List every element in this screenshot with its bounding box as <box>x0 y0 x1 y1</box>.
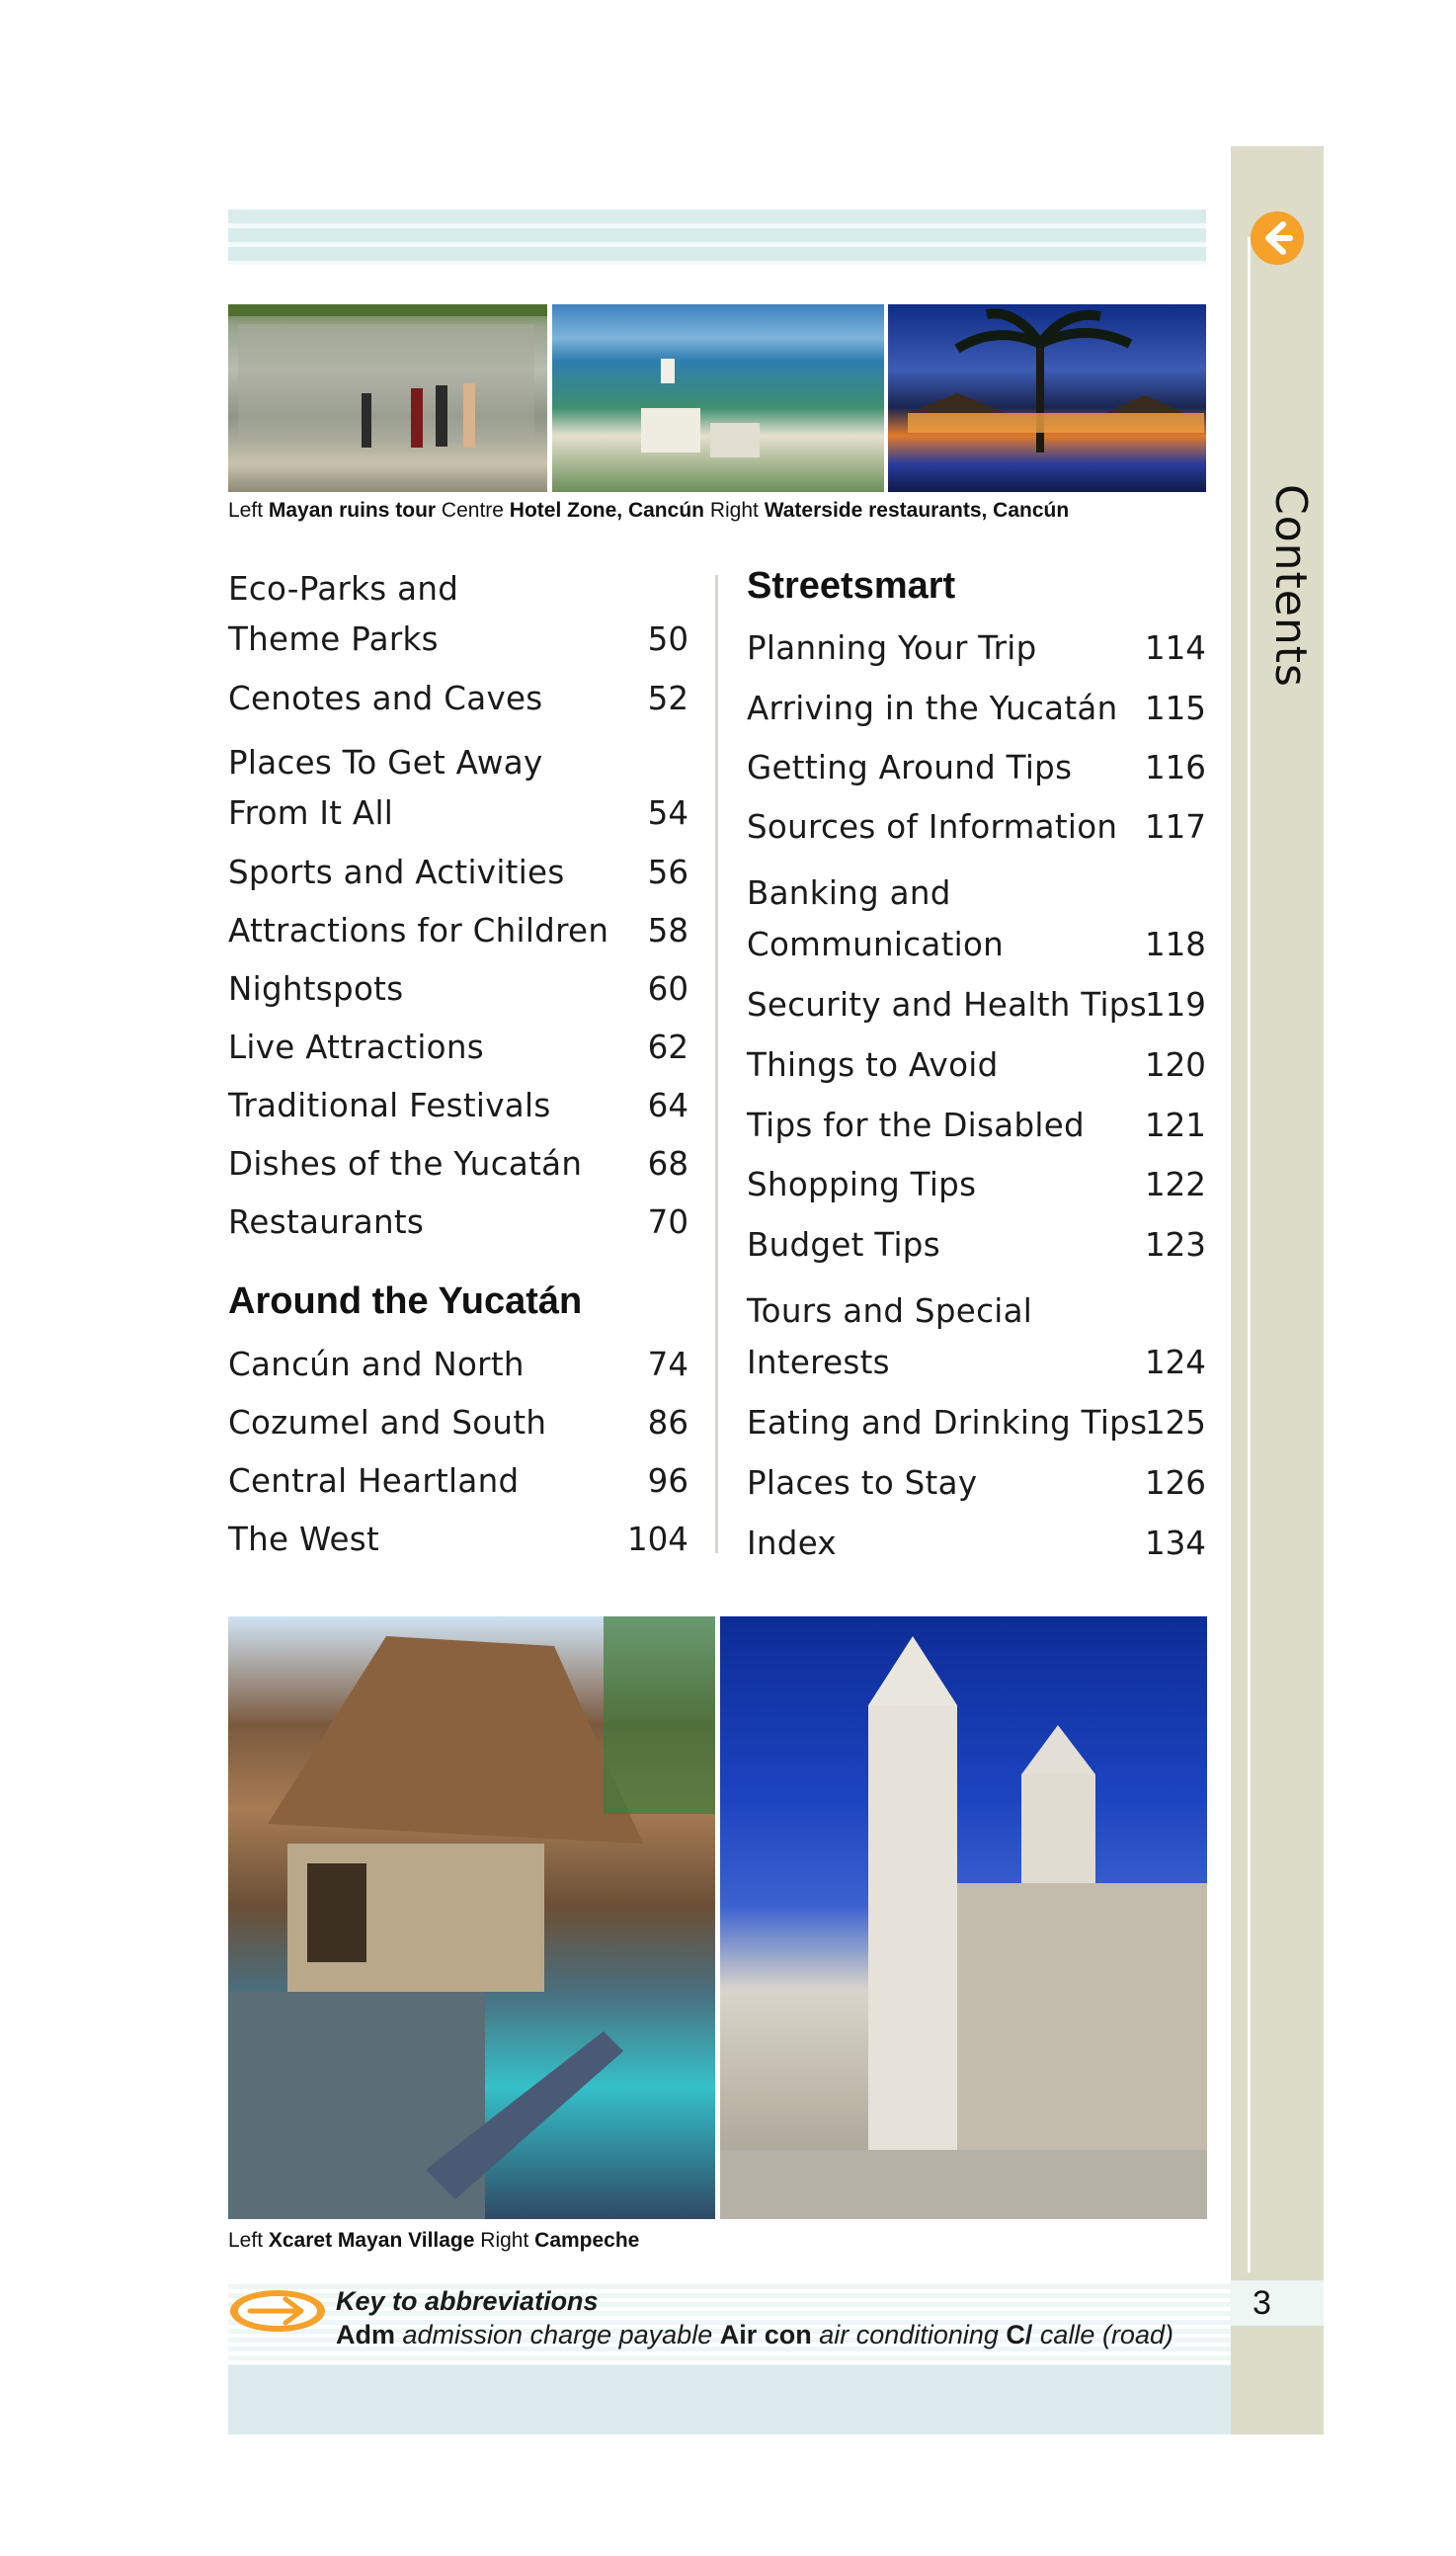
toc-entry-page: 54 <box>647 794 688 832</box>
caption-right: Waterside restaurants, Cancún <box>764 499 1070 522</box>
caption-label: Right <box>480 2229 529 2252</box>
toc-entry-label[interactable]: Places to Stay <box>747 1464 978 1502</box>
toc-entry-label[interactable]: Restaurants <box>228 1203 425 1241</box>
sidebar-divider <box>1248 237 1251 2272</box>
toc-entry-page: 104 <box>626 1521 688 1558</box>
photo-hotel-zone <box>552 304 884 492</box>
arrow-right-icon <box>228 2288 327 2334</box>
toc-entry-page: 118 <box>1144 926 1206 963</box>
caption-bottom <box>228 2229 639 2253</box>
toc-entry-page: 114 <box>1144 629 1206 667</box>
abbr-term: Adm <box>336 2320 395 2350</box>
toc-entry-label[interactable]: Attractions for Children <box>228 912 609 949</box>
toc-entry-page: 126 <box>1144 1464 1206 1502</box>
toc-entry-label[interactable]: Live Attractions <box>228 1029 484 1066</box>
column-divider <box>715 575 718 1553</box>
toc-entry-page: 123 <box>1144 1226 1206 1264</box>
toc-entry-label[interactable]: Places To Get Away <box>228 744 543 782</box>
caption-label: Left <box>228 2229 264 2252</box>
footer-title: Key to abbreviations <box>336 2286 599 2316</box>
toc-entry-page: 119 <box>1144 986 1206 1024</box>
caption-left: Mayan ruins tour <box>268 499 437 522</box>
sidebar-title: Contents <box>1265 484 1316 688</box>
toc-entry-page: 115 <box>1144 690 1206 727</box>
toc-entry-page: 68 <box>647 1145 688 1183</box>
abbr-term: C/ <box>1006 2320 1033 2350</box>
page-number: 3 <box>1253 2284 1271 2322</box>
toc-entry-label[interactable]: Planning Your Trip <box>747 629 1037 667</box>
caption-label: Centre <box>441 499 504 522</box>
toc-entry-label[interactable]: Sources of Information <box>747 808 1118 846</box>
toc-entry-label[interactable]: From It All <box>228 794 394 832</box>
abbr-term: Air con <box>719 2320 812 2350</box>
toc-entry-page: 116 <box>1144 749 1206 786</box>
toc-entry-label[interactable]: Banking and <box>747 874 951 912</box>
toc-entry-label[interactable]: Cozumel and South <box>228 1404 547 1442</box>
toc-entry-label[interactable]: Tours and Special <box>747 1292 1033 1330</box>
toc-entry-page: 86 <box>647 1404 688 1442</box>
toc-entry-page: 125 <box>1144 1404 1206 1442</box>
toc-entry-label[interactable]: Cenotes and Caves <box>228 680 543 717</box>
section-heading: Streetsmart <box>747 565 956 607</box>
toc-entry-label[interactable]: Nightspots <box>228 970 404 1008</box>
toc-entry-label[interactable]: Arriving in the Yucatán <box>747 690 1118 727</box>
toc-entry-page: 56 <box>647 854 688 891</box>
toc-entry-page: 62 <box>647 1029 688 1066</box>
toc-entry-label[interactable]: Things to Avoid <box>747 1046 999 1084</box>
toc-entry-label[interactable]: Security and Health Tips <box>747 986 1147 1024</box>
photo-waterside-restaurants <box>888 304 1206 492</box>
toc-entry-page: 60 <box>647 970 688 1008</box>
abbr-meaning: air conditioning <box>819 2320 999 2350</box>
caption-right: Campeche <box>534 2229 640 2252</box>
toc-entry-page: 120 <box>1144 1046 1206 1084</box>
toc-entry-label[interactable]: Theme Parks <box>228 620 439 658</box>
toc-entry-page: 58 <box>647 912 688 949</box>
toc-entry-page: 96 <box>647 1462 688 1500</box>
toc-entry-label[interactable]: Traditional Festivals <box>228 1087 551 1124</box>
toc-entry-label[interactable]: Sports and Activities <box>228 854 565 891</box>
toc-entry-label[interactable]: Index <box>747 1525 837 1562</box>
toc-entry-label[interactable]: Getting Around Tips <box>747 749 1073 786</box>
toc-entry-label[interactable]: Dishes of the Yucatán <box>228 1145 583 1183</box>
photo-campeche <box>720 1616 1207 2219</box>
header-stripe-bar <box>228 209 1206 265</box>
toc-entry-label[interactable]: Central Heartland <box>228 1462 520 1500</box>
caption-label: Right <box>709 499 759 522</box>
toc-entry-page: 52 <box>647 680 688 717</box>
toc-entry-page: 121 <box>1144 1107 1206 1144</box>
abbreviation-key <box>336 2320 1173 2350</box>
section-heading: Around the Yucatán <box>228 1280 583 1322</box>
caption-left: Xcaret Mayan Village <box>268 2229 475 2252</box>
toc-entry-label[interactable]: Budget Tips <box>747 1226 940 1264</box>
caption-top <box>228 499 1069 523</box>
toc-entry-page: 74 <box>647 1346 688 1383</box>
toc-entry-page: 124 <box>1144 1344 1206 1381</box>
toc-entry-page: 50 <box>647 620 688 658</box>
toc-entry-page: 134 <box>1144 1525 1206 1562</box>
abbr-meaning: calle (road) <box>1039 2320 1173 2350</box>
toc-entry-page: 117 <box>1144 808 1206 846</box>
page-number-tab <box>1231 2280 1324 2326</box>
photo-mayan-ruins <box>228 304 547 492</box>
toc-entry-label[interactable]: The West <box>228 1521 380 1558</box>
arrow-left-circle-icon[interactable] <box>1251 211 1304 265</box>
toc-entry-label[interactable]: Communication <box>747 926 1005 963</box>
toc-entry-label[interactable]: Interests <box>747 1344 890 1381</box>
abbr-meaning: admission charge payable <box>402 2320 713 2350</box>
toc-entry-page: 64 <box>647 1087 688 1124</box>
caption-label: Left <box>228 499 264 522</box>
toc-entry-label[interactable]: Tips for the Disabled <box>747 1107 1085 1144</box>
caption-centre: Hotel Zone, Cancún <box>509 499 704 522</box>
toc-entry-label[interactable]: Eco-Parks and <box>228 570 459 608</box>
toc-entry-label[interactable]: Shopping Tips <box>747 1166 977 1203</box>
toc-entry-label[interactable]: Eating and Drinking Tips <box>747 1404 1148 1442</box>
toc-entry-label[interactable]: Cancún and North <box>228 1346 525 1383</box>
toc-entry-page: 70 <box>647 1203 688 1241</box>
photo-xcaret-mayan-village <box>228 1616 715 2219</box>
toc-entry-page: 122 <box>1144 1166 1206 1203</box>
